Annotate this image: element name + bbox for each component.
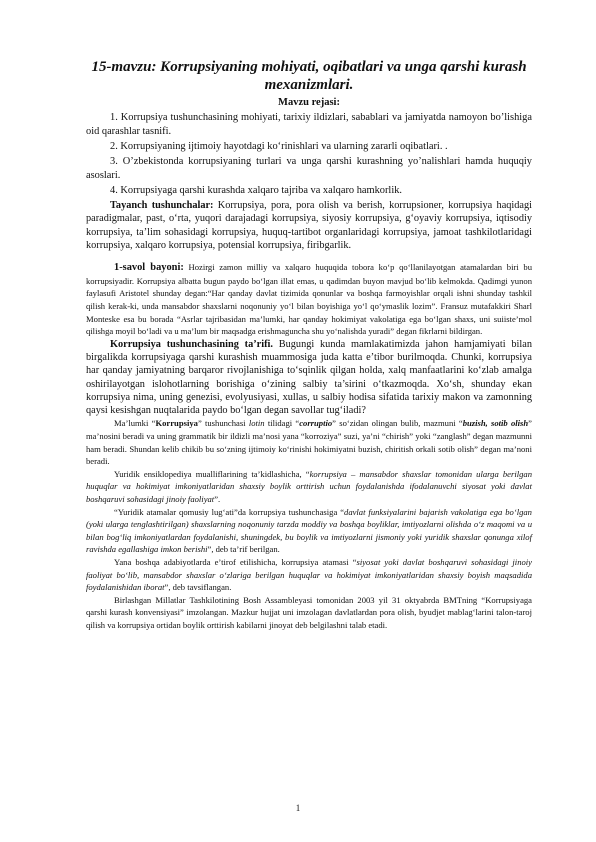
- key-terms-label: Tayanch tushunchalar:: [110, 199, 214, 211]
- definition-text: Bugungi kunda mamlakatimizda jahon hamjamiyati bilan birgalikda korrupsiyaga qarshi kurashish muammosiga juda katta e’tibor burilmoqda. Chunki, korrupsiya har qanday jamiyatning barqaror rivojlanishiga to‘sqinlik qilgan holda, xalq manfaatlarini ko‘zlab amalga oshirilayotgan islohotlarning borishiga o‘zining salbiy ta’sirini o‘tkazmoqda. Xo‘sh, shunday ekan korrupsiya nima, uning genezisi, evolyusiyasi, xullas, u salbiy hodisa sifatida tarixiy makon va zamonning qaysi kesishgan nuqtalarida paydo bo‘lgan degan savollar tug‘iladi?: [86, 338, 532, 417]
- question-1-text: Hozirgi zamon milliy va xalqaro huquqida tobora ko‘p qo‘llanilayotgan atamalardan biri bu korrupsiyadir. Korrupsiya albatta bugun paydo bo‘lgan illat emas, u qadimdan buyon mavjud bo‘lib kelmokda. Qadimgi yunon faylasufi Aristotel shunday degan:“Har qanday davlat tizimida qonunlar va boshqa farmoyishlar orqali ishni shunday tashkil qilish kerak-ki, unda mansabdor shaxslarni noqonuniy yo‘l bilan boyishiga yo‘l qo‘ymaslik lozim”. Fransuz mutafakkiri Sharl Monteske esa bu borada “Asrlar tajribasidan ma’lumki, har qanday hokimiyat vakolatiga ega bo‘lgan shaxs, uni suiiste’mol qilishga moyil bo‘ladi va u ma’lum bir maqsadga erishmaguncha shu yo‘nalishda yuradi” degan fikrlarni bildirgan.: [86, 262, 532, 337]
- encyclopedia-paragraph: Yuridik ensiklopediya mualliflarining ta’kidlashicha, “korrupsiya – mansabdor shaxslar tomonidan ularga berilgan huquqlar va hokimiyat imkoniyatlaridan shaxsiy boylik orttirish uchun foydalanishda ifodalanuvchi siyosat yoki davlat boshqaruvi sohasidagi jinoiy faoliyat”.: [86, 468, 532, 505]
- un-convention-paragraph: Birlashgan Millatlar Tashkilotining Bosh Assambleyasi tomonidan 2003 yil 31 oktyabrda BMTning “Korrupsiyaga qarshi kurash konvensiyasi” imzolangan. Mazkur hujjat uni imzolagan davlatlardan pora olish, byudjet mablag‘larini talon-taroj qilish va korrupsiya ortidan boylik orttirish kabilarni jinoyat deb belgilashni talab etadi.: [86, 594, 532, 630]
- title-line-1: 15-mavzu: Korrupsiyaning mohiyati, oqibatlari va unga qarshi kurash: [91, 59, 527, 75]
- document-page: [86, 58, 532, 632]
- plan-heading: Mavzu rejasi:: [278, 97, 340, 108]
- title-line-2: mexanizmlari.: [264, 77, 354, 93]
- plan-item: 1. Korrupsiya tushunchasining mohiyati, tarixiy ildizlari, sabablari va jamiyatda namoyon bo’lishiga oid qarashlar tasnifi.: [86, 112, 532, 137]
- page-number: 1: [295, 803, 301, 813]
- plan-item: 3. O’zbekistonda korrupsiyaning turlari va unga qarshi kurashning yo’nalishlari hamda huquqiy asoslari.: [86, 155, 532, 181]
- definition-paragraph: [86, 338, 532, 418]
- key-terms-text: Korrupsiya, pora, pora olish va berish, korrupsioner, korrupsiya haqidagi paradigmalar, past, o‘rta, yuqori darajadagi korrupsiya, siyosiy korrupsiya, g‘oyaviy korrupsiya, iqtisodiy korrupsiya, ta’lim sohasidagi korrupsiya, huquq-tartibot organlaridagi korrupsiya, jamoat tashkilotlaridagi korrupsiya, xalqaro korrupsiya, potensial korrupsiya, firibgarlik.: [86, 199, 532, 251]
- literature-paragraph: Yana boshqa adabiyotlarda e’tirof etilishicha, korrupsiya atamasi “siyosat yoki davlat boshqaruvi sohasidagi jinoiy faoliyat bo‘lib, mansabdor shaxslar o‘zlariga berilgan huquqlar va hokimiyat imkoniyatlaridan shaxsiy boyish maqsadida foydalanishidan iborat”, deb tavsiflangan.: [86, 557, 532, 593]
- plan-item: 2. Korrupsiyaning ijtimoiy hayotdagi ko‘rinishlari va ularning zararli oqibatlari. .: [110, 140, 448, 152]
- plan-item: 4. Korrupsiyaga qarshi kurashda xalqaro tajriba va xalqaro hamkorlik.: [110, 184, 402, 196]
- dictionary-paragraph: “Yuridik atamalar qomusiy lug‘ati”da korrupsiya tushunchasiga “davlat funksiyalarini bajarish vakolatiga ega bo‘lgan (yoki ularga tenglashtirilgan) shaxslarning noqonuniy tarzda moddiy va boshqa boyliklar, imtiyozlarni olishda o‘z maqomi va u bilan bog‘liq imkoniyatlardan foydalanishi, shuningdek, bu boylik va imtiyozlarni jismoniy yoki yuridik shaxslar qonunga xilof ravishda egallashiga imkon berishi”, deb ta’rif berilgan.: [86, 506, 532, 555]
- page-title: [86, 58, 532, 94]
- key-terms-paragraph: [86, 199, 532, 252]
- question-1-label: 1-savol bayoni:: [114, 262, 184, 274]
- etymology-paragraph: Ma’lumki “Korrupsiya” tushunchasi lotin tilidagi “corruptio” so‘zidan olingan bulib, mazmuni “buzish, sotib olish” ma’nosini beradi va uning grammatik bir ildizli ma’nosi yana “korroziya” suzi, ya’ni “chirish” yoki “zanglash” degan mazmunni ham beradi. Shundan kelib chikib bu so‘zning ijtimoiy ko‘rinishi hokimiyatni buzish, chiritish orkali sotib olish” degan ma’noni beradi.: [86, 418, 532, 467]
- definition-label: Korrupsiya tushunchasining ta’rifi.: [110, 338, 273, 350]
- plan-list: [86, 111, 532, 197]
- question-1-paragraph: [86, 261, 532, 338]
